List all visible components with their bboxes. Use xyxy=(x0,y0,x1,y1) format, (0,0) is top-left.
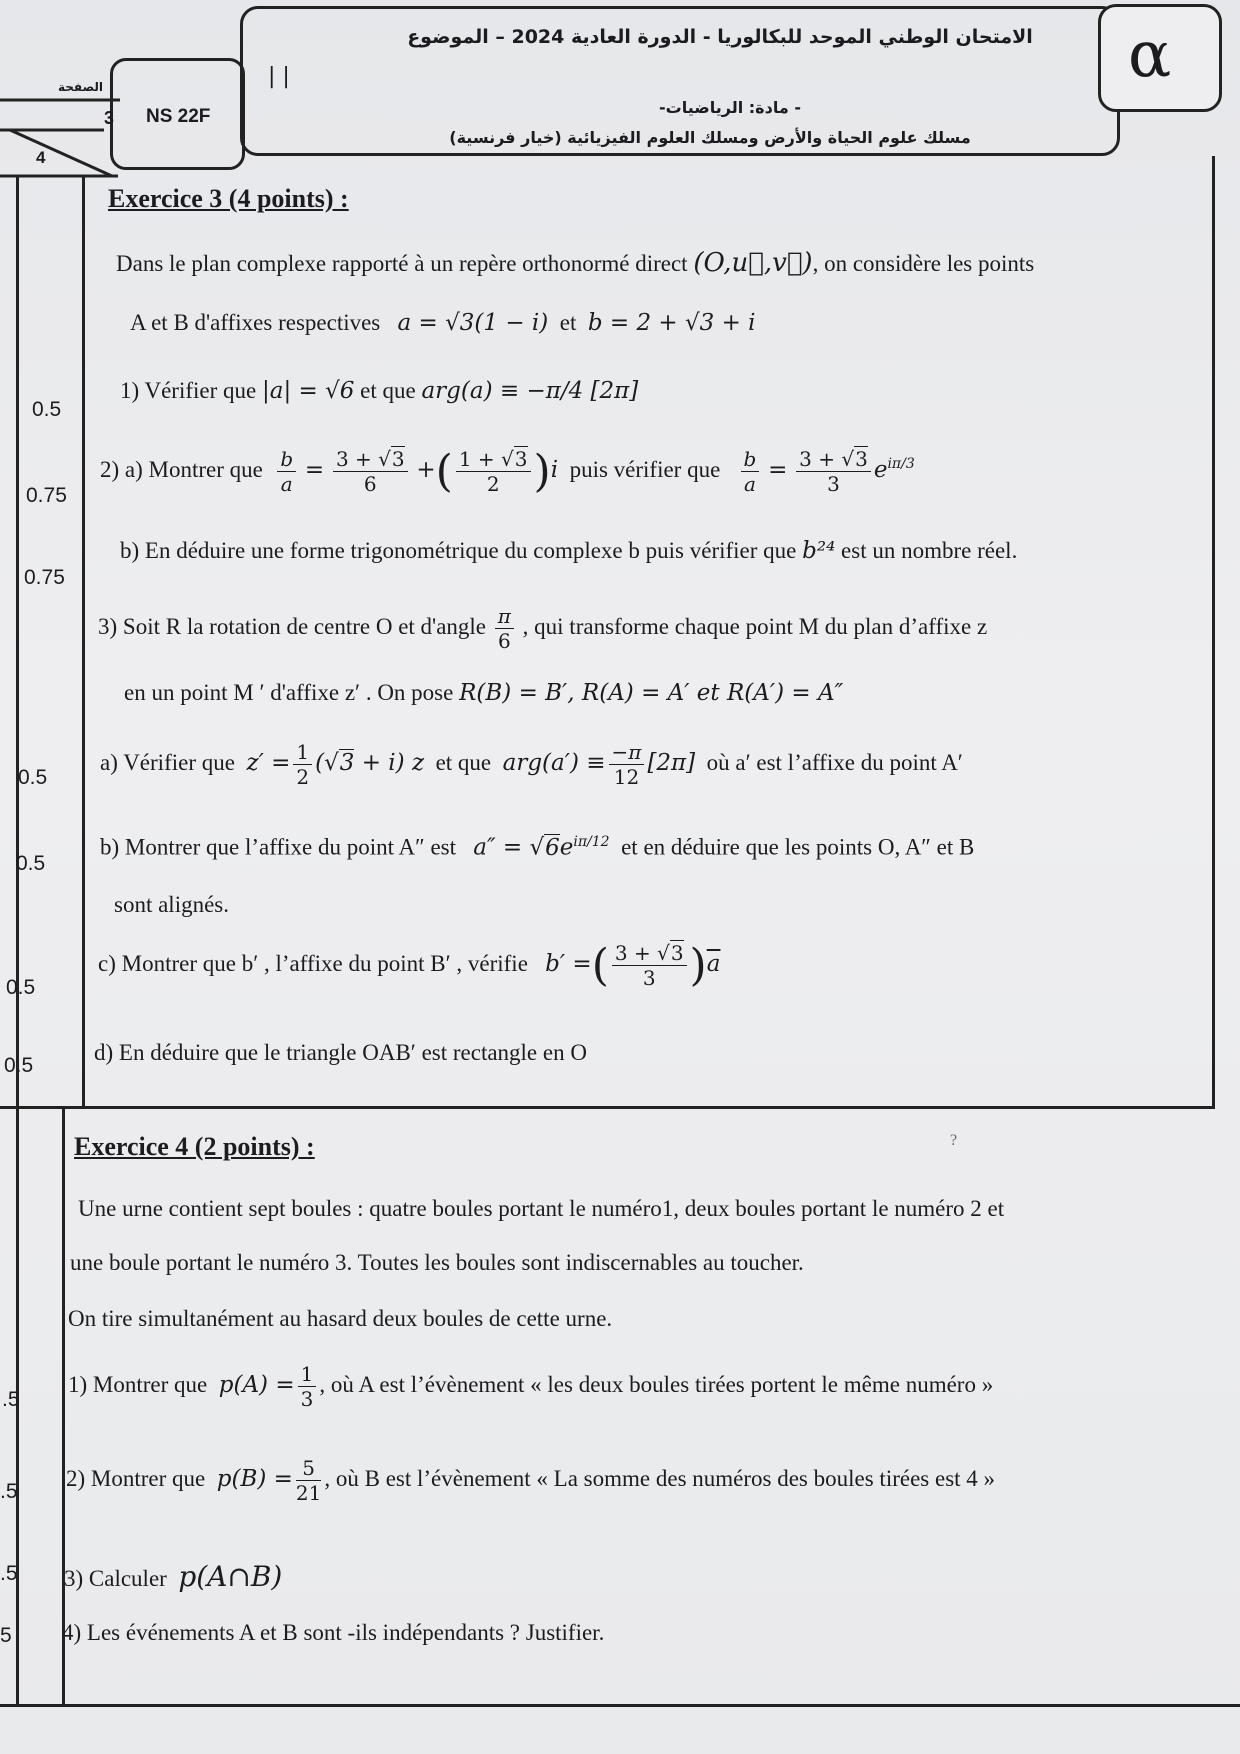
frac-1-over-3: $\frac{1}{3}$ xyxy=(298,1362,317,1411)
bottom-line xyxy=(0,1704,1240,1707)
page-total: 4 xyxy=(36,148,46,167)
ex3-q3a: a) Vérifier que z′ = $\frac{1}{2}$ (√3 + i) z et que arg(a′) ≡ $\frac{-\pi}{12}$ [2π] où a′ est l’affixe du point A′ xyxy=(100,740,963,789)
exercise3-title: Exercice 3 (4 points) : xyxy=(108,184,349,213)
ex4-intro-line1: Une urne contient sept boules : quatre boules portant le numéro1, deux boules portant le numéro 2 et xyxy=(78,1196,1005,1221)
left-margin-line xyxy=(16,176,19,1706)
frac-pi-over-6: $\frac{\pi}{6}$ xyxy=(495,604,514,653)
points-ex4-q1: .5 xyxy=(2,1388,20,1411)
subject-line: - مادة: الرياضيات- xyxy=(659,98,801,117)
frac-1-sqrt3-over-2: $\frac{1 + √3}{2}$ xyxy=(456,447,531,496)
section-divider xyxy=(0,1106,1215,1109)
frac-b-over-a: $\frac{b}{a}$ xyxy=(277,447,296,496)
ex3-q3b: b) Montrer que l’affixe du point A″ est $a'' = √6e^{i\pi/12}$ et en déduire que les points O, A″ et B xyxy=(100,834,975,861)
ex3-q3-line1: 3) Soit R la rotation de centre O et d'angle $\frac{\pi}{6}$ , qui transforme chaque point M du plan d’affixe z xyxy=(98,604,988,653)
exam-title: الامتحان الوطني الموحد للبكالوريا - الدورة العادية 2024 – الموضوع xyxy=(407,26,1033,48)
points-ex4-q3: .5 xyxy=(0,1562,18,1585)
page-current: 3 xyxy=(104,108,115,128)
points-ex3-q2a: 0.75 xyxy=(26,484,67,507)
points-ex3-q1: 0.5 xyxy=(32,398,62,421)
ex3-q2a: 2) a) Montrer que $\frac{b}{a}$ = $\frac{3 + √3}{6}$ +( $\frac{1 + √3}{2}$ )i puis vérifier que $\frac{b}{a}$ = $\frac{3 + √3}{3}$ $e^{i\pi/3}$ xyxy=(100,446,915,497)
ex3-q3-line2: en un point M ′ d'affixe z′ . On pose R(B) = B′, R(A) = A′ et R(A′) = A″ xyxy=(124,680,844,706)
points-ex3-q3b: 0.5 xyxy=(16,852,46,875)
points-ex4-q2: .5 xyxy=(0,1480,18,1503)
ex3-q1: 1) Vérifier que |a| = √6 et que arg(a) ≡ −π/4 [2π] xyxy=(120,378,639,404)
ex4-q3: 3) Calculer p(A∩B) xyxy=(64,1560,283,1593)
ex4-q2: 2) Montrer que p(B) = $\frac{5}{21}$ , où B est l’évènement « La somme des numéros des boules tirées est 4 » xyxy=(66,1456,996,1505)
right-border-line xyxy=(1212,156,1215,1106)
ex4-intro-line2: une boule portant le numéro 3. Toutes les boules sont indiscernables au toucher. xyxy=(70,1250,804,1275)
points-ex3-q3d: 0.5 xyxy=(4,1054,34,1077)
exam-code: NS 22F xyxy=(146,106,211,127)
ex4-q1: 1) Montrer que p(A) = $\frac{1}{3}$ , où A est l’évènement « les deux boules tirées portent le même numéro » xyxy=(68,1362,994,1411)
stream-line: مسلك علوم الحياة والأرض ومسلك العلوم الفيزيائية (خيار فرنسية) xyxy=(449,128,971,147)
ex4-q4: 4) Les événements A et B sont -ils indépendants ? Justifier. xyxy=(62,1620,605,1645)
points-ex3-q3c: 0.5 xyxy=(6,976,36,999)
page-label: الصفحة xyxy=(58,80,104,94)
ex3-q3b-line2: sont alignés. xyxy=(114,892,229,917)
ex3-q3d: d) En déduire que le triangle OAB′ est rectangle en O xyxy=(94,1040,587,1065)
page-marks: | | xyxy=(268,64,290,89)
exercise4-title: Exercice 4 (2 points) : xyxy=(74,1132,315,1161)
ex3-intro-line2: A et B d'affixes respectives a = √3(1 − i) et b = 2 + √3 + i xyxy=(130,310,756,336)
frac-3-sqrt3-over-6: $\frac{3 + √3}{6}$ xyxy=(333,447,408,496)
frac-1-over-2: $\frac{1}{2}$ xyxy=(293,740,312,789)
points-ex4-q4: 5 xyxy=(0,1624,12,1647)
points-column-line-ex4 xyxy=(62,1106,65,1706)
stray-mark: ? xyxy=(950,1132,958,1149)
frac-minus-pi-over-12: $\frac{-\pi}{12}$ xyxy=(609,740,645,789)
points-column-line-ex3 xyxy=(82,176,85,1106)
points-ex3-q2b: 0.75 xyxy=(24,566,65,589)
ex3-q3c: c) Montrer que b′ , l’affixe du point B′ , vérifie b′ =( $\frac{3 + √3}{3}$ )$\overline{a}$ xyxy=(98,940,721,991)
ex3-intro-line1: Dans le plan complexe rapporté à un repère orthonormé direct (O,u⃗,v⃗), on considère les points xyxy=(116,248,1035,278)
frac-3-sqrt3-over-3: $\frac{3 + √3}{3}$ xyxy=(796,447,871,496)
frac-3-sqrt3-over-3-b: $\frac{3 + √3}{3}$ xyxy=(612,941,687,990)
frac-5-over-21: $\frac{5}{21}$ xyxy=(295,1456,322,1505)
ex3-q2b: b) En déduire une forme trigonométrique du complexe b puis vérifier que b²⁴ est un nombre réel. xyxy=(120,538,1018,564)
points-ex3-q3a: 0.5 xyxy=(18,766,48,789)
frac-b-over-a-2: $\frac{b}{a}$ xyxy=(741,447,760,496)
alpha-symbol: α xyxy=(1128,18,1172,92)
ex4-intro-line3: On tire simultanément au hasard deux boules de cette urne. xyxy=(68,1306,613,1331)
